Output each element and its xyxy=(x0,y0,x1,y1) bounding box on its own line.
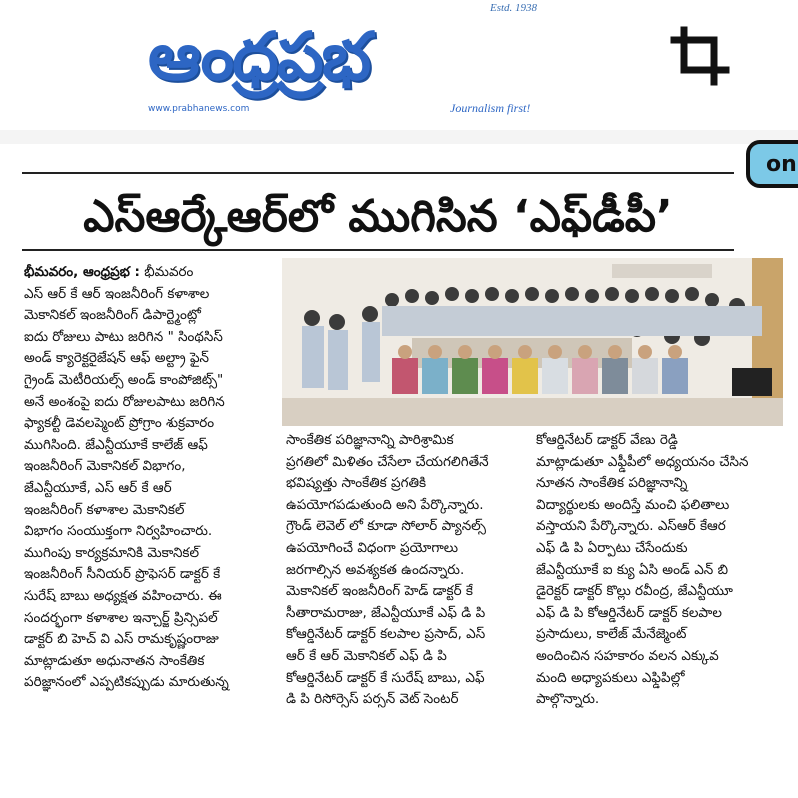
article-line: సాంకేతిక పరిజ్ఞానాన్ని పారిశ్రామిక xyxy=(286,432,454,448)
article-line: ఎఫ్ డి పి ఏర్పాటు చేసేందుకు xyxy=(536,539,688,556)
article-line: ఉపయోగపడుతుంది అని పేర్కొన్నారు. xyxy=(286,496,484,513)
article-line: జేఎన్టీయూకే ఐ క్యు ఏసి అండ్ ఎన్ బి xyxy=(536,561,728,578)
article-line: మెకానికల్ ఇంజనీరింగ్ హెడ్ డాక్టర్ కే xyxy=(286,583,473,600)
headline-bottom-rule xyxy=(22,249,734,251)
separator-band xyxy=(0,130,798,144)
article-line: గ్రౌండ్ లెవెల్ లో కూడా సోలార్ ప్యానల్స్ xyxy=(286,518,486,535)
article-column-2 xyxy=(286,430,520,711)
article-line: డైరెక్టర్ డాక్టర్ కొల్లు రవీంద్ర, జేఎన్టీయూ xyxy=(536,583,733,600)
article-line: ఎఫ్ డి పి కోఆర్డినేటర్ డాక్టర్ కలపాల xyxy=(536,604,722,621)
article-line: డాక్టర్ బి హెచ్ వి ఎస్ రామకృష్ణంరాజు xyxy=(24,631,219,648)
article-line: సీతారామరాజు, జేఎన్టీయూకే ఎఫ్ డి పి xyxy=(286,604,486,621)
article-line: ఇంజనీరింగ్ కళాశాల మెకానికల్ xyxy=(24,501,185,518)
online-button[interactable] xyxy=(746,140,798,188)
article-line: ఫ్యాకల్టీ డెవలప్మెంట్ ప్రోగ్రాం శుక్రవారం xyxy=(24,415,215,432)
article-line: విద్యార్థులకు అందిస్తే మంచి ఫలితాలు xyxy=(536,496,730,513)
article-line: ప్రగతిలో మిళితం చేసేలా చేయగలిగితేనే xyxy=(286,453,489,470)
newspaper-logo: ఆంధ్రప్రభ xyxy=(148,18,370,95)
article-line: వస్తాయని పేర్కొన్నారు. ఎస్ఆర్ కేఆర xyxy=(536,518,726,535)
article-line: ఉపయోగించే విధంగా ప్రయోగాలు xyxy=(286,539,458,556)
article-line: మెకానికల్ ఇంజనీరింగ్ డిపార్ట్మెంట్లో xyxy=(24,307,201,324)
article-line: అందించిన సహకారం వలన ఎక్కువ xyxy=(536,647,719,664)
article-line: అనే అంశంపై ఐదు రోజులపాటు జరిగిన xyxy=(24,393,225,410)
article-line: గ్రైండ్ మెటీరియల్స్ అండ్ కాంపోజిట్స్" xyxy=(24,371,224,388)
article-line: కోఆర్డినేటర్ డాక్టర్ వేణు రెడ్డి xyxy=(536,432,678,448)
headline-top-rule xyxy=(22,172,734,174)
group-photo xyxy=(282,258,783,426)
article-line: సురేష్ బాబు అధ్యక్షత వహించారు. ఈ xyxy=(24,587,222,604)
article-line: ప్రసాదులు, కాలేజ్ మేనేజ్మెంట్ xyxy=(536,626,687,643)
article-line: భవిష్యత్తు సాంకేతిక ప్రగతికి xyxy=(286,475,427,492)
article-line: సందర్భంగా కళాశాల ఇన్చార్జ్ ప్రిన్సిపల్ xyxy=(24,609,218,626)
article-line: ఆర్ కే ఆర్ మెకానికల్ ఎఫ్ డి పి xyxy=(286,647,447,664)
article-line: అండ్ క్యారెక్టరైజేషన్ ఆఫ్ అల్ట్రా ఫైన్ xyxy=(24,350,210,367)
article-line: ముగింపు కార్యక్రమానికి మెకానికల్ xyxy=(24,544,200,561)
article-line: డి పి రిసోర్సెస్ పర్సన్ వెట్ సెంటర్ xyxy=(286,691,459,708)
article-column-3 xyxy=(536,430,776,711)
article-line: మాట్లాడుతూ ఎఫ్డీపీలో అధ్యయనం చేసిన xyxy=(536,453,749,470)
article-line: ముగిసింది. జేఎన్టీయూకే కాలేజ్ ఆఫ్ xyxy=(24,436,208,453)
article-line: జేఎన్టీయూకే, ఎస్ ఆర్ కే ఆర్ xyxy=(24,479,172,496)
article-column-1 xyxy=(24,262,270,694)
article-line-text: భీమవరం xyxy=(144,264,194,280)
crop-icon[interactable] xyxy=(668,24,732,88)
group-photo-illustration xyxy=(282,258,783,426)
website-url: www.prabhanews.com xyxy=(148,104,250,114)
online-button-label: on xyxy=(766,152,797,177)
article-line: ఐదు రోజులు పాటు జరిగిన " సింథసిస్ xyxy=(24,328,223,345)
article-line: మంది అధ్యాపకులు ఎఫ్డిపిల్లో xyxy=(536,669,685,686)
article-headline: ఎస్ఆర్కేఆర్‌లో ముగిసిన ‘ఎఫ్‌డీపీ’ xyxy=(83,191,673,242)
article-line: మాట్లాడుతూ అధునాతన సాంకేతిక xyxy=(24,652,205,669)
article-line: విభాగం సంయుక్తంగా నిర్వహించారు. xyxy=(24,523,213,540)
article-line xyxy=(24,262,270,284)
article-line: కోఆర్డినేటర్ డాక్టర్ కే సురేష్ బాబు, ఎఫ్ xyxy=(286,669,485,686)
article-line: జరగాల్సిన అవశ్యకత ఉందన్నారు. xyxy=(286,561,465,578)
article-line: ఇంజనీరింగ్ సీనియర్ ప్రొఫెసర్ డాక్టర్ కే xyxy=(24,566,221,583)
article-line: నూతన సాంకేతిక పరిజ్ఞానాన్ని xyxy=(536,475,688,492)
article-line: పరిజ్ఞానంలో ఎప్పటికప్పుడు మారుతున్న xyxy=(24,674,229,691)
article-line: కోఆర్డినేటర్ డాక్టర్ కలపాల ప్రసాద్, ఎస్ xyxy=(286,626,486,643)
article-line: ఎస్ ఆర్ కే ఆర్ ఇంజనీరింగ్ కళాశాల xyxy=(24,285,210,302)
article-line: ఇంజనీరింగ్ మెకానికల్ విభాగం, xyxy=(24,458,186,475)
article-dateline: భీమవరం, ఆంధ్రప్రభ : xyxy=(24,264,140,280)
article-line: పాల్గొన్నారు. xyxy=(536,691,600,708)
tagline: Journalism first! xyxy=(450,101,531,115)
established-label: Estd. 1938 xyxy=(490,2,538,14)
masthead xyxy=(0,0,798,130)
